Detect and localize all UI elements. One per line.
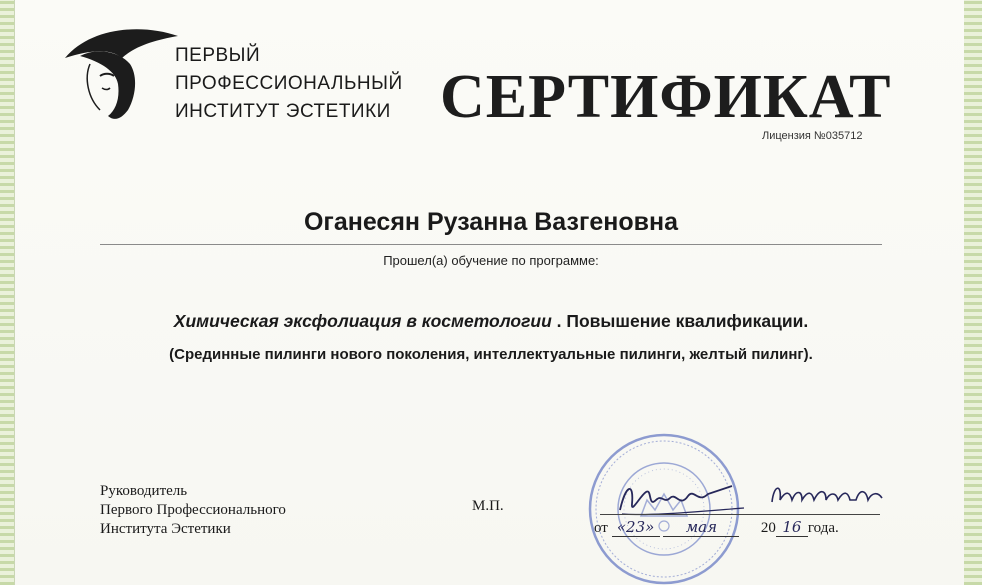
- program-separator: .: [551, 311, 567, 331]
- certificate-title: СЕРТИФИКАТ: [440, 63, 892, 131]
- year-suffix: 16: [776, 518, 808, 537]
- institute-line-3: ИНСТИТУТ ЭСТЕТИКИ: [175, 101, 391, 122]
- institute-logo-icon: [60, 18, 180, 128]
- program-title: [0, 311, 982, 332]
- recipient-name: Оганесян Рузанна Вазгеновна: [303, 208, 679, 236]
- program-details: (Срединные пилинги нового поколения, интеллектуальные пилинги, желтый пилинг).: [169, 346, 813, 363]
- institute-name: [175, 42, 403, 126]
- left-decorative-border: [0, 0, 14, 585]
- leader-line-3: Института Эстетики: [100, 521, 231, 537]
- date-prefix: от: [594, 520, 608, 536]
- license-number: Лицензия №035712: [762, 130, 863, 142]
- passed-training-text: Прошел(а) обучение по программе:: [383, 253, 599, 268]
- handwritten-signature-icon: [612, 474, 752, 524]
- issue-date: [594, 518, 839, 537]
- institute-line-1: ПЕРВЫЙ: [175, 45, 261, 66]
- right-decorative-border: [964, 0, 982, 585]
- institute-line-2: ПРОФЕССИОНАЛЬНЫЙ: [175, 73, 403, 94]
- signature-line: [600, 514, 880, 515]
- leader-line-1: Руководитель: [100, 483, 188, 499]
- year-word: года.: [807, 520, 839, 536]
- course-name: Химическая эксфолиация в косметологии: [173, 311, 552, 331]
- qualification-text: Повышение квалификации.: [566, 311, 809, 331]
- leader-title: [100, 482, 286, 539]
- leader-line-2: Первого Профессионального: [100, 502, 286, 518]
- handwritten-name-icon: [768, 478, 888, 514]
- name-underline: [100, 244, 882, 245]
- date-day: «23»: [612, 518, 660, 537]
- date-month: мая: [663, 518, 739, 537]
- stamp-place-label: М.П.: [472, 498, 504, 514]
- year-prefix: 20: [760, 520, 776, 536]
